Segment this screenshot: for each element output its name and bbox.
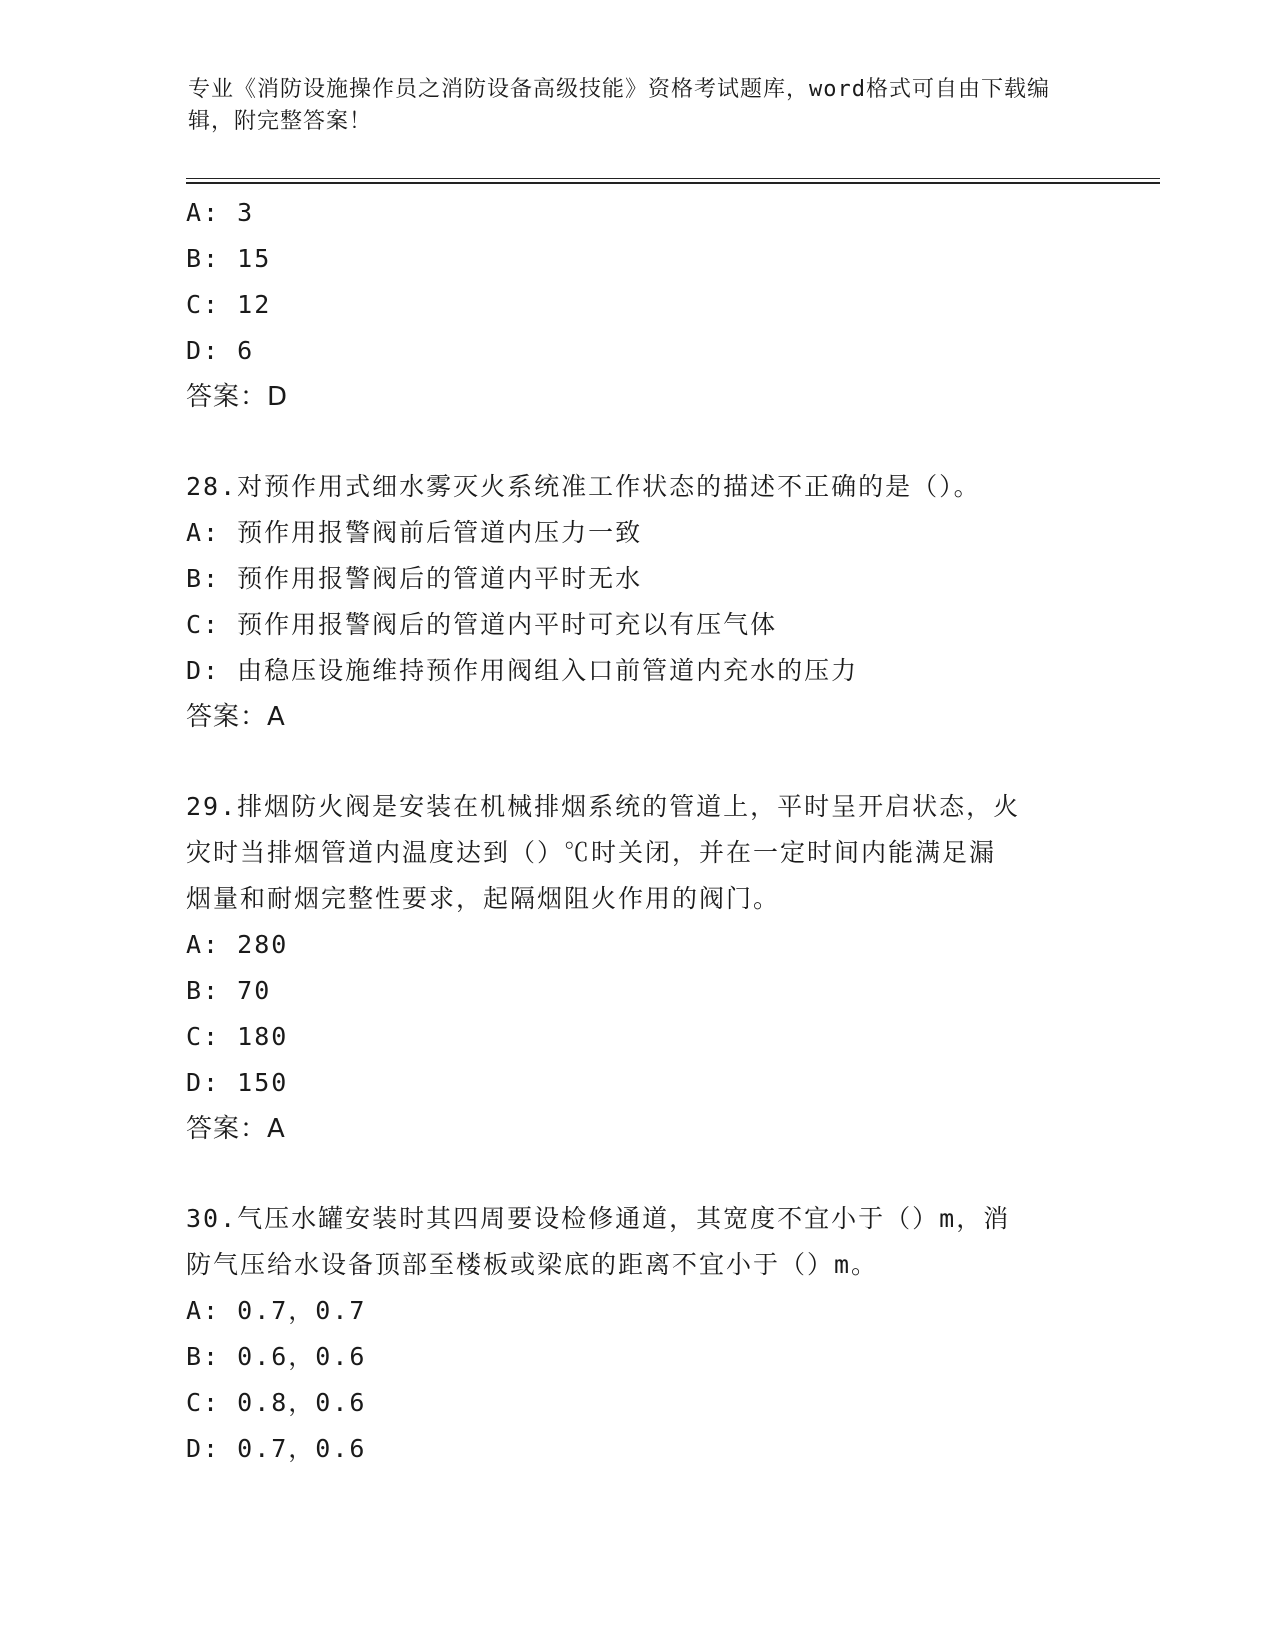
option-d: D: 由稳压设施维持预作用阀组入口前管道内充水的压力 (186, 656, 859, 685)
question-block-27 (186, 190, 1086, 420)
option-b: B: 预作用报警阀后的管道内平时无水 (186, 564, 643, 593)
question-block-30 (186, 1196, 1086, 1472)
option-b: B: 0.6，0.6 (186, 1342, 367, 1371)
question-text-line-3: 烟量和耐烟完整性要求，起隔烟阻火作用的阀门。 (186, 884, 781, 913)
question-text-line-1: 29.排烟防火阀是安装在机械排烟系统的管道上，平时呈开启状态，火 (186, 792, 1021, 821)
header-text: 专业《消防设施操作员之消防设备高级技能》资格考试题库，word格式可自由下载编辑，附完整答案！ (188, 77, 1050, 134)
option-c: C: 12 (186, 290, 272, 319)
option-c: C: 0.8，0.6 (186, 1388, 367, 1417)
option-b: B: 70 (186, 976, 272, 1005)
option-a: A: 280 (186, 930, 289, 959)
option-b: B: 15 (186, 244, 272, 273)
option-c: C: 预作用报警阀后的管道内平时可充以有压气体 (186, 610, 778, 639)
question-list (186, 190, 1086, 1472)
option-d: D: 0.7，0.6 (186, 1434, 367, 1463)
option-c: C: 180 (186, 1022, 289, 1051)
option-a: A: 预作用报警阀前后管道内压力一致 (186, 518, 643, 547)
question-text: 28.对预作用式细水雾灭火系统准工作状态的描述不正确的是（）。 (186, 472, 981, 501)
question-text-line-2: 防气压给水设备顶部至楼板或梁底的距离不宜小于（）m。 (186, 1250, 879, 1279)
question-block-29 (186, 784, 1086, 1152)
header-divider-thin (186, 178, 1160, 179)
answer-line: 答案：A (186, 702, 286, 732)
question-text-line-1: 30.气压水罐安装时其四周要设检修通道，其宽度不宜小于（）m，消 (186, 1204, 1011, 1233)
option-d: D: 6 (186, 336, 255, 365)
option-d: D: 150 (186, 1068, 289, 1097)
option-a: A: 0.7，0.7 (186, 1296, 367, 1325)
option-a: A: 3 (186, 198, 255, 227)
answer-line: 答案：D (186, 382, 289, 412)
document-header (188, 74, 1068, 138)
header-divider-thick (186, 182, 1160, 184)
question-text-line-2: 灾时当排烟管道内温度达到（）℃时关闭，并在一定时间内能满足漏 (186, 838, 997, 867)
answer-line: 答案：A (186, 1114, 286, 1144)
question-block-28 (186, 464, 1086, 740)
